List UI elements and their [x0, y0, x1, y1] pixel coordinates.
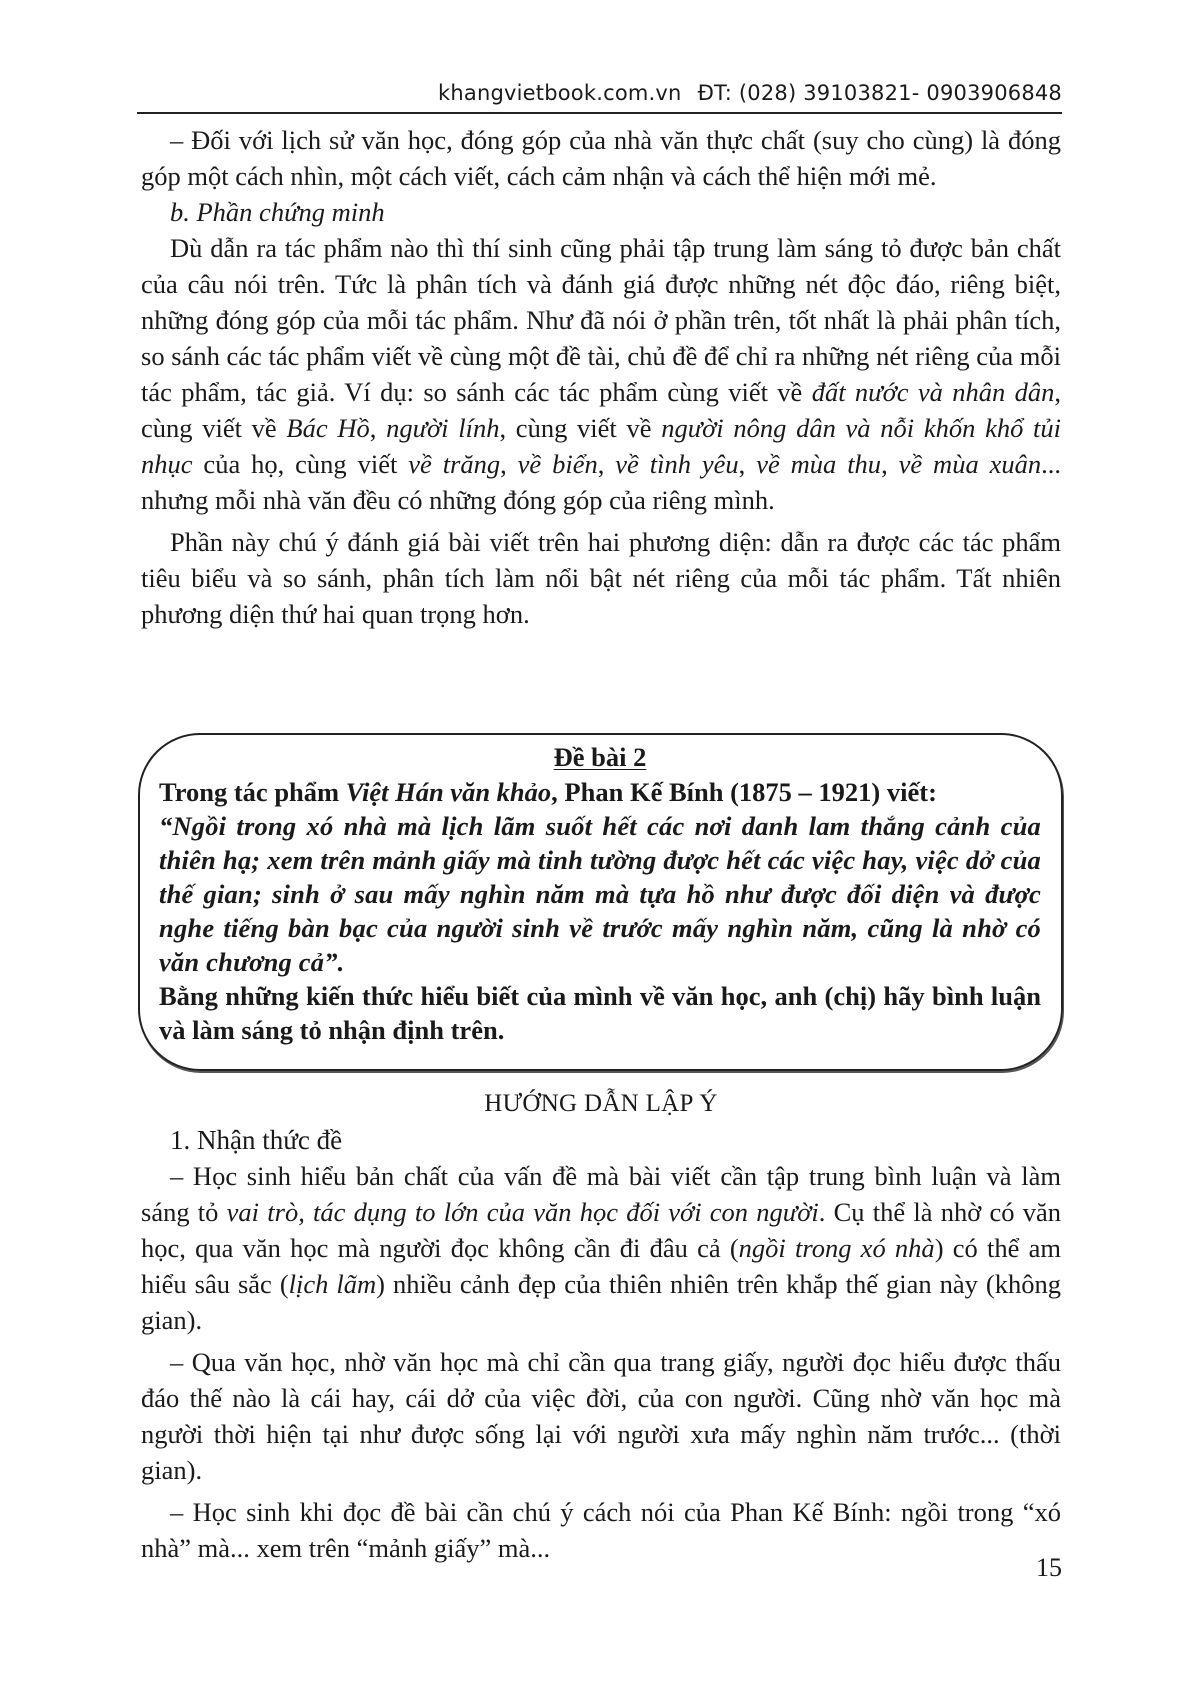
text-run: , cùng viết về — [141, 377, 1061, 443]
body-upper — [141, 122, 1061, 632]
italic-run: người lính — [386, 413, 500, 443]
paragraph-evaluation: Phần này chú ý đánh giá bài viết trên hai phương diện: dẫn ra được các tác phẩm tiêu biểu và so sánh, phân tích làm nổi bật nét riêng của mỗi tác phẩm. Tất nhiên phương diện thứ hai quan trọng hơn. — [141, 527, 1061, 629]
section-b-heading — [141, 194, 1061, 230]
text-run: , — [738, 449, 757, 479]
intro-prefix: Trong tác phẩm — [159, 777, 346, 807]
text-run: Dù dẫn ra tác phẩm nào thì thí sinh cũng phải tập trung làm sáng tỏ được bản chất của câu nói trên. Tức là phân tích và đánh giá được những nét độc đáo, riêng biệt, những đóng góp của mỗi tác phẩm. Như đã nói ở phần trên, tốt nhất là phải phân tích, so sánh các tác phẩm viết về cùng một đề tài, chủ đề để chỉ ra những nét riêng của mỗi tác phẩm, tác giả. Ví dụ: so sánh các tác phẩm cùng viết về — [141, 233, 1061, 407]
exercise-quote: “Ngồi trong xó nhà mà lịch lãm suốt hết các nơi danh lam thắng cảnh của thiên hạ; xem trên mảnh giấy mà tinh tường được hết các việc hay, việc dở của thế gian; sinh ở sau mấy nghìn năm mà tựa hồ như được đối diện và được nghe tiếng bàn bạc của người sinh về trước mấy nghìn năm, cũng là nhờ có văn chương cả”. — [159, 811, 1041, 977]
italic-run: về mùa xuân — [898, 449, 1042, 479]
italic-run: về trăng — [408, 449, 501, 479]
text-run: . Cụ thể là nhờ có văn học, qua văn học mà người đọc không cần đi đâu cả ( — [141, 1197, 1061, 1263]
text-run: của họ, cùng viết — [192, 449, 409, 479]
page-number: 15 — [1036, 1553, 1062, 1582]
italic-run: về mùa thu — [756, 449, 882, 479]
text-run: , — [369, 413, 387, 443]
italic-run: vai trò, tác dụng to lớn của văn học đối với con người — [226, 1197, 819, 1227]
text-run: ... nhưng mỗi nhà văn đều có những đóng góp của riêng mình. — [141, 449, 1061, 515]
exercise-title: Đề bài 2 — [553, 742, 647, 772]
page-header — [137, 78, 1062, 114]
intro-suffix: , Phan Kế Bính (1875 – 1921) viết: — [551, 777, 937, 807]
paragraph-phan-ke-binh: – Học sinh khi đọc đề bài cần chú ý cách nói của Phan Kế Bính: ngồi trong “xó nhà” mà... xem trên “mảnh giấy” mà... — [141, 1497, 1061, 1563]
header-phone: ĐT: (028) 39103821- 0903906848 — [697, 81, 1062, 105]
guide-subheading: 1. Nhận thức đề — [170, 1125, 343, 1155]
section-b-heading-text: b. Phần chứng minh — [170, 197, 385, 227]
header-website: khangvietbook.com.vn — [438, 81, 682, 105]
paragraph-literary-history — [141, 122, 1061, 194]
text-run: ) có thể am hiểu sâu sắc ( — [141, 1233, 1061, 1299]
text-run: – Đối với lịch sử văn học, đóng góp của nhà văn thực chất (suy cho cùng) là đóng góp một cách nhìn, một cách viết, cách cảm nhận và cách thể hiện mới mẻ. — [141, 125, 1061, 191]
text-run: ) nhiều cảnh đẹp của thiên nhiên trên khắp thế gian này (không gian). — [141, 1269, 1061, 1335]
paragraph-understanding — [141, 1158, 1061, 1338]
text-run: , — [500, 449, 518, 479]
exercise-intro — [159, 775, 1041, 809]
italic-run: ngồi trong xó nhà — [738, 1233, 935, 1263]
italic-run: lịch lãm — [288, 1269, 377, 1299]
intro-work-title: Việt Hán văn khảo — [345, 777, 552, 807]
text-run: , — [597, 449, 616, 479]
italic-run: người nông dân và nỗi khốn khổ tủi nhục — [141, 413, 1062, 479]
exercise-box — [159, 740, 1041, 1047]
text-run: , cùng viết về — [499, 413, 662, 443]
paragraph-proof — [141, 230, 1061, 518]
italic-run: về biển — [517, 449, 598, 479]
body-lower — [141, 1086, 1061, 1566]
italic-run: đất nước và nhân dân — [811, 377, 1055, 407]
exercise-task: Bằng những kiến thức hiểu biết của mình về văn học, anh (chị) hãy bình luận và làm sáng tỏ nhận định trên. — [159, 981, 1041, 1045]
text-run: – Học sinh hiểu bản chất của vấn đề mà bài viết cần tập trung bình luận và làm sáng tỏ — [141, 1161, 1061, 1227]
paragraph-through-literature: – Qua văn học, nhờ văn học mà chỉ cần qua trang giấy, người đọc hiểu được thấu đáo thế nào là cái hay, cái dở của việc đời, của con người. Cũng nhờ văn học mà người thời hiện tại như được sống lại với người xưa mấy nghìn năm trước... (thời gian). — [141, 1347, 1061, 1485]
guide-heading: HƯỚNG DẪN LẬP Ý — [484, 1090, 718, 1117]
italic-run: Bác Hồ — [286, 413, 370, 443]
text-run: , — [881, 449, 899, 479]
italic-run: về tình yêu — [615, 449, 739, 479]
